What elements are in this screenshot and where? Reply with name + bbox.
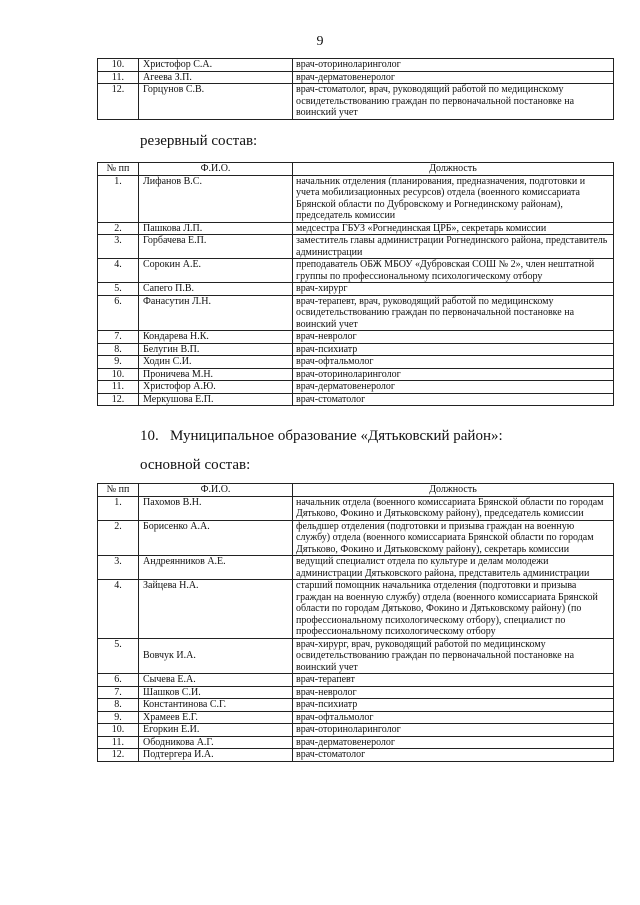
municipality-heading: 10. Муниципальное образование «Дятьковский район»: (140, 428, 503, 444)
row-name: Христофор С.А. (139, 59, 293, 72)
table-row (98, 175, 614, 222)
row-position: врач-стоматолог, врач, руководящий работой по медицинскому освидетельствованию граждан по первоначальной постановке на воинский учет (293, 84, 614, 120)
row-position: врач-психиатр (293, 343, 614, 356)
table-row (98, 393, 614, 406)
row-position: врач-стоматолог (293, 749, 614, 762)
header-number: № пп (98, 484, 139, 497)
row-position: врач-хирург (293, 283, 614, 296)
row-number: 4. (98, 580, 139, 639)
row-position: врач-оториноларинголог (293, 724, 614, 737)
table-row (98, 343, 614, 356)
row-name: Борисенко А.А. (139, 520, 293, 556)
table-row (98, 686, 614, 699)
table-row (98, 749, 614, 762)
table-row (98, 84, 614, 120)
row-name: Проничева М.Н. (139, 368, 293, 381)
row-number: 6. (98, 674, 139, 687)
row-name: Фанасутин Л.Н. (139, 295, 293, 331)
row-position: преподаватель ОБЖ МБОУ «Дубровская СОШ № 2», член нештатной группы по профессиональному психологическому отбору (293, 259, 614, 283)
row-number: 2. (98, 222, 139, 235)
row-number: 11. (98, 736, 139, 749)
row-position: врач-офтальмолог (293, 356, 614, 369)
row-name: Горбачева Е.П. (139, 235, 293, 259)
table-row (98, 520, 614, 556)
row-position: ведущий специалист отдела по культуре и делам молодежи администрации Дятьковского района, представитель администрации (293, 556, 614, 580)
table-row (98, 496, 614, 520)
row-number: 2. (98, 520, 139, 556)
row-position: фельдшер отделения (подготовки и призыва граждан на военную службу) отдела (военного комиссариата Брянской области по городам Дятьково, Фокино и Дятьковскому району), секретарь комиссии (293, 520, 614, 556)
row-name: Христофор А.Ю. (139, 381, 293, 394)
table-row (98, 736, 614, 749)
table-row (98, 724, 614, 737)
row-number: 9. (98, 356, 139, 369)
row-number: 3. (98, 235, 139, 259)
table-row (98, 368, 614, 381)
row-number: 5. (98, 283, 139, 296)
row-number: 3. (98, 556, 139, 580)
row-name: Егоркин Е.И. (139, 724, 293, 737)
row-position: начальник отделения (планирования, предназначения, подготовки и учета мобилизационных ресурсов) отдела (военного комиссариата Брянской области по Дубровскому и Рогнединскому районам), председатель комиссии (293, 175, 614, 222)
table-row (98, 331, 614, 344)
row-name: Шашков С.И. (139, 686, 293, 699)
table-row (98, 356, 614, 369)
row-position: врач-дерматовенеролог (293, 736, 614, 749)
row-position: старший помощник начальника отделения (подготовки и призыва граждан на военную службу) отдела (военного комиссариата Брянской области по городам Дятьково, Фокино и Дятьковскому району) (по профессиональному психологическому отбору), специалист по профессиональному психологическому отбору (293, 580, 614, 639)
header-name: Ф.И.О. (139, 484, 293, 497)
page-number: 9 (316, 34, 324, 49)
row-number: 1. (98, 175, 139, 222)
row-position: врач-офтальмолог (293, 711, 614, 724)
table-main (97, 483, 614, 762)
row-number: 10. (98, 368, 139, 381)
row-position: врач-оториноларинголог (293, 368, 614, 381)
row-name: Белугин В.П. (139, 343, 293, 356)
row-name: Ободникова А.Г. (139, 736, 293, 749)
row-name: Агеева З.П. (139, 71, 293, 84)
row-name: Меркушова Е.П. (139, 393, 293, 406)
row-name: Сычева Е.А. (139, 674, 293, 687)
row-name: Сапего П.В. (139, 283, 293, 296)
table-row (98, 283, 614, 296)
row-position: заместитель главы администрации Рогнединского района, представитель администрации (293, 235, 614, 259)
main-composition-heading: основной состав: (140, 457, 251, 473)
row-number: 10. (98, 59, 139, 72)
row-number: 12. (98, 84, 139, 120)
reserve-heading: резервный состав: (140, 133, 258, 149)
row-number: 7. (98, 686, 139, 699)
row-number: 11. (98, 381, 139, 394)
row-number: 9. (98, 711, 139, 724)
row-name: Ходин С.И. (139, 356, 293, 369)
row-name: Пахомов В.Н. (139, 496, 293, 520)
header-position: Должность (293, 484, 614, 497)
row-number: 1. (98, 496, 139, 520)
table-header-row (98, 484, 614, 497)
row-position: врач-стоматолог (293, 393, 614, 406)
table-row (98, 235, 614, 259)
table-continued (97, 58, 614, 120)
row-position: врач-терапевт (293, 674, 614, 687)
table-row (98, 580, 614, 639)
row-name: Лифанов В.С. (139, 175, 293, 222)
row-position: врач-терапевт, врач, руководящий работой по медицинскому освидетельствованию граждан по первоначальной постановке на воинский учет (293, 295, 614, 331)
row-name: Кондарева Н.К. (139, 331, 293, 344)
row-name: Зайцева Н.А. (139, 580, 293, 639)
row-name: Храмеев Е.Г. (139, 711, 293, 724)
row-name: Вовчук И.А. (139, 638, 293, 674)
table-row (98, 295, 614, 331)
row-name: Константинова С.Г. (139, 699, 293, 712)
row-position: врач-хирург, врач, руководящий работой по медицинскому освидетельствованию граждан по первоначальной постановке на воинский учет (293, 638, 614, 674)
row-number: 10. (98, 724, 139, 737)
row-name: Пашкова Л.П. (139, 222, 293, 235)
table-row (98, 71, 614, 84)
row-number: 5. (98, 638, 139, 674)
row-number: 12. (98, 749, 139, 762)
row-position: врач-дерматовенеролог (293, 71, 614, 84)
row-position: врач-оториноларинголог (293, 59, 614, 72)
row-position: врач-невролог (293, 331, 614, 344)
row-number: 6. (98, 295, 139, 331)
table-row (98, 259, 614, 283)
row-position: начальник отдела (военного комиссариата Брянской области по городам Дятьково, Фокино и Дятьковскому району), председатель комиссии (293, 496, 614, 520)
table-row (98, 674, 614, 687)
table-row (98, 556, 614, 580)
row-number: 8. (98, 699, 139, 712)
table-row (98, 699, 614, 712)
header-name: Ф.И.О. (139, 163, 293, 176)
row-position: врач-дерматовенеролог (293, 381, 614, 394)
table-row (98, 711, 614, 724)
table-reserve (97, 162, 614, 406)
row-position: врач-невролог (293, 686, 614, 699)
row-name: Подтергера И.А. (139, 749, 293, 762)
row-position: медсестра ГБУЗ «Рогнединская ЦРБ», секретарь комиссии (293, 222, 614, 235)
row-name: Горцунов С.В. (139, 84, 293, 120)
header-number: № пп (98, 163, 139, 176)
row-number: 11. (98, 71, 139, 84)
table-row (98, 59, 614, 72)
row-number: 7. (98, 331, 139, 344)
row-position: врач-психиатр (293, 699, 614, 712)
row-name: Сорокин А.Е. (139, 259, 293, 283)
row-number: 4. (98, 259, 139, 283)
table-row (98, 638, 614, 674)
table-row (98, 381, 614, 394)
header-position: Должность (293, 163, 614, 176)
row-number: 8. (98, 343, 139, 356)
table-header-row (98, 163, 614, 176)
row-number: 12. (98, 393, 139, 406)
table-row (98, 222, 614, 235)
row-name: Андреянников А.Е. (139, 556, 293, 580)
